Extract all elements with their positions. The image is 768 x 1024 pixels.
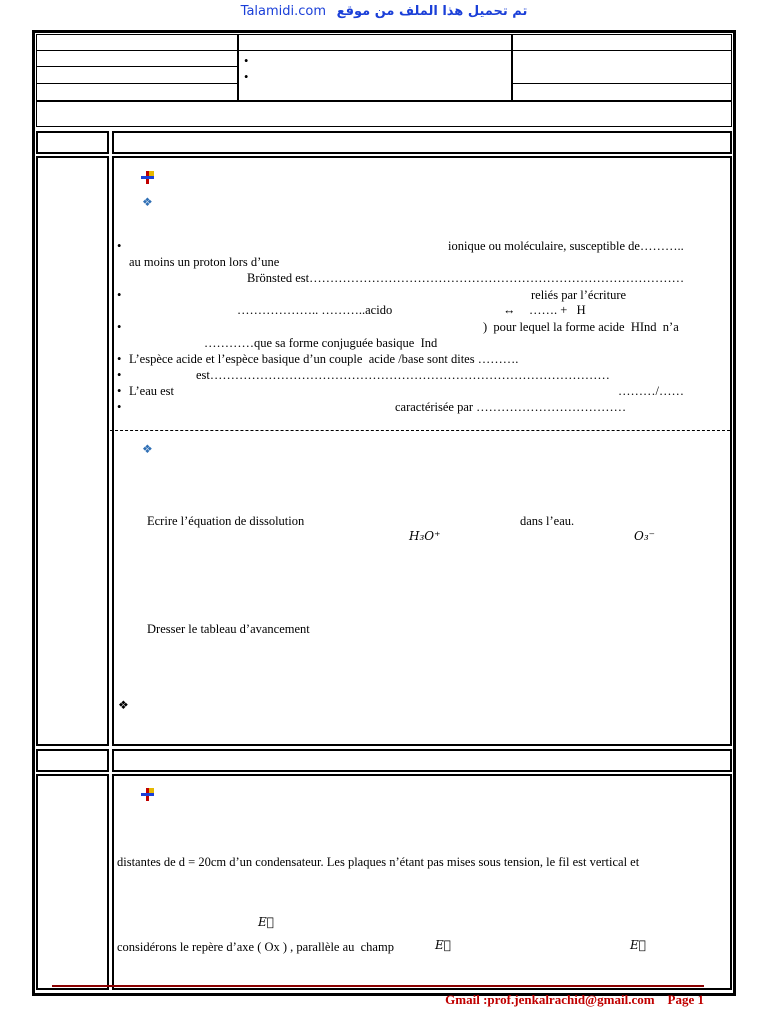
definition-text: ionique ou moléculaire, susceptible de……….. [448,239,684,253]
bullet-marker: • [117,288,122,302]
bullet-marker: • [117,320,122,334]
section1-side-column [36,156,109,746]
definition-text: L’espèce acide et l’espèce basique d’un couple acide /base sont dites ………. [129,352,519,366]
header-cell-left [36,34,238,101]
diamond-bullet-icon: ❖ [142,442,153,456]
header-bullet: • [244,54,249,68]
footer-contact: Gmail :prof.jenkalrachid@gmail.com Page 1 [445,992,704,1007]
header-divider [238,50,512,51]
definition-text: …………que sa forme conjuguée basique Ind [204,336,438,350]
bullet-marker: • [117,352,122,366]
question-table: Dresser le tableau d’avancement [147,622,310,636]
site-arabic-note: تم تحميل هذا الملف من موقع [336,4,528,19]
section1-label-cell [36,131,109,154]
bullet-marker: • [117,368,122,382]
definition-text: reliés par l’écriture [531,288,627,302]
bottom-rule [52,985,704,987]
vector-e-right: E⃗ [630,938,646,952]
definition-text: est…………………………………………………………………………………… [196,368,610,382]
diamond-bullet-icon: ❖ [142,195,153,209]
bullet-marker: • [117,239,122,253]
section2-label-cell [36,749,109,772]
definition-text: L’eau est [129,384,175,398]
question-dissolution-end: dans l’eau. [520,514,575,528]
header-bullet: • [244,70,249,84]
bullet-marker: • [117,384,122,398]
exercise-text: considérons le repère d’axe ( Ox ) , parallèle au champ [117,940,394,954]
question-dissolution: Ecrire l’équation de dissolution [147,514,305,528]
plus-colored-icon [141,171,154,184]
header-divider [36,66,238,67]
definition-text: ………/…… [618,384,684,398]
equilibrium-arrow: ↔ [503,303,516,317]
title-row [36,101,732,127]
section2-side-column [36,774,109,990]
plus-colored-icon [141,788,154,801]
definition-text: ) pour lequel la forme acide HInd n’a [483,320,679,334]
definition-text: Brönsted est……………………………………………………………………………… [247,271,685,285]
definition-text: au moins un proton lors d’une [129,255,280,269]
diamond-bullet-icon: ❖ [118,698,129,712]
site-name[interactable]: Talamidi.com [240,4,327,19]
formula-ion: O₃⁻ [634,529,655,543]
section2-content [112,774,732,990]
header-divider [512,50,732,51]
header-divider [36,50,238,51]
site-header [0,4,768,19]
header-divider [36,83,238,84]
section2-title-cell [112,749,732,772]
vector-e-inline: E⃗ [435,938,451,952]
vector-e-label: E⃗ [258,915,274,929]
definition-text: caractérisée par ……………………………… [395,400,627,414]
bullet-marker: • [117,400,122,414]
exercise-text: distantes de d = 20cm d’un condensateur. Les plaques n’étant pas mises sous tension, le fil est vertical et [117,855,640,869]
definition-text: ……………….. ………..acido [237,303,393,317]
header-divider [512,83,732,84]
header-cell-right [512,34,732,101]
formula-hydronium: H₃O⁺ [409,529,441,543]
definition-text: ……. + H [529,303,586,317]
section1-title-cell [112,131,732,154]
header-cell-middle [238,34,512,101]
dashed-separator [110,430,730,431]
